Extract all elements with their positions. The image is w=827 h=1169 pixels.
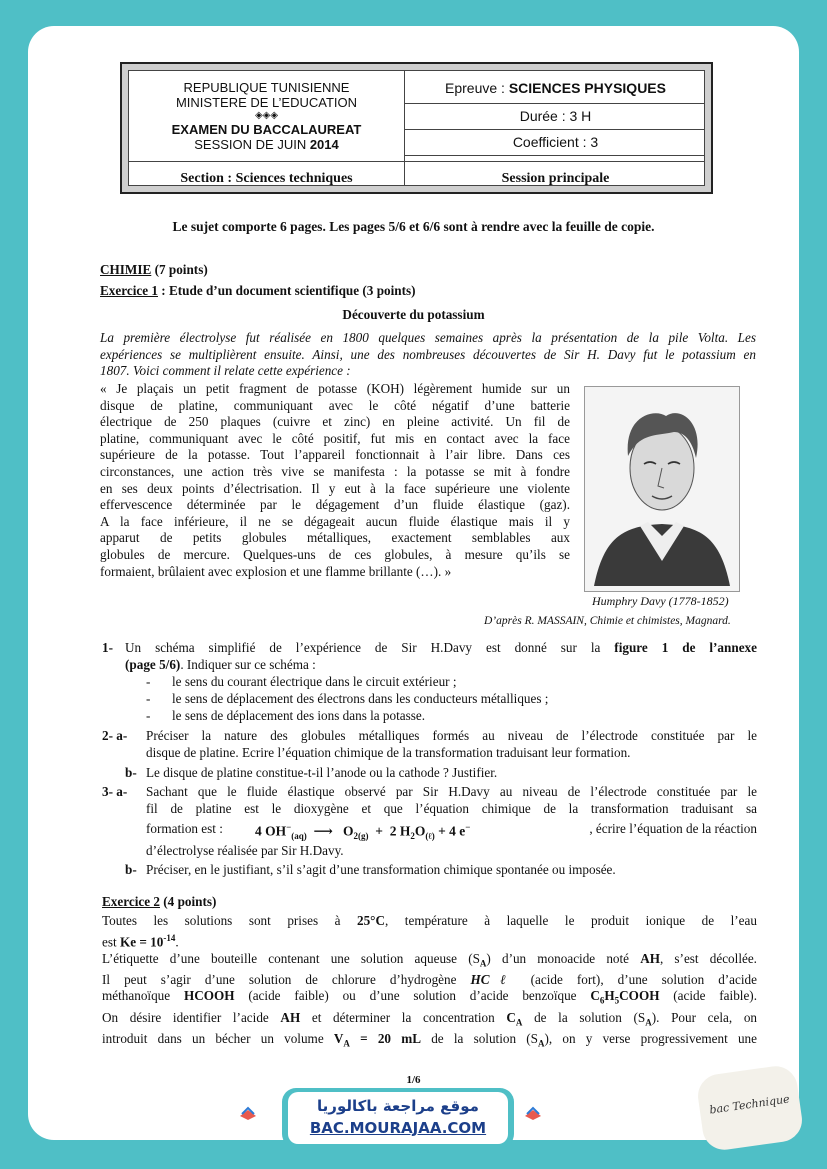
exercise1-heading: Exercice 1 : Etude d’un document scientifique (3 points) [100, 283, 416, 298]
chimie-heading: CHIMIE (7 points) [100, 262, 208, 277]
q1-number: 1- [102, 640, 113, 655]
q2a-text: Préciser la nature des globules métalliques formés au niveau de l’électrode constituée par le [146, 728, 757, 743]
q3-number: 3- a- [102, 784, 128, 799]
page-number: 1/6 [406, 1074, 421, 1086]
document-source: D’après R. MASSAIN, Chimie et chimistes, Magnard. [484, 615, 731, 627]
q3a-formula-label: formation est : [146, 821, 223, 836]
q3a-text-cont: fil de platine est le dioxygène et que l’équation chimique de la transformation traduisant sa [146, 801, 757, 816]
session-label: SESSION DE JUIN 2014 [194, 137, 339, 152]
q2a-text-cont: disque de platine. Ecrire l’équation chimique de la transformation traduisant leur formation. [146, 745, 631, 760]
exam-title: EXAMEN DU BACCALAUREAT [171, 122, 362, 137]
document-title: Découverte du potassium [342, 307, 485, 322]
site-logo-icon [517, 1098, 549, 1130]
davy-quote: « Je plaçais un petit fragment de potasse (KOH) légèrement humide sur un disque de platine, communiquant avec le côté négatif d’une batterie électrique de 250 plaques (cuivre et zinc) en pleine activité. Un fil de platine, communiquant avec le côté positif, fut mis en contact avec la face supérieure de la potasse. Tout l’appareil fonctionnait à l’air libre. Dans ces circonstances, une action très vive se manifesta : la potasse se mit à fondre en ses deux points d’électrisation. Il y eut à la face supérieure une violente effervescence déterminée par le dégagement d’un fluide élastique (gaz). A la face inférieure, il ne se dégageait aucun fluide élastique mais il y apparut de petits globules métalliques, exactement semblables aux globules de mercure. Quelques-uns de ces globules, à mesure qu’ils se formaient, brûlaient avec explosion et une flamme brillante (…). » [100, 381, 570, 579]
document-intro: La première électrolyse fut réalisée en 1800 quelques semaines après la présentation de la pile Volta. Les expériences se multiplièrent ensuite. Ainsi, une des nombreuses découvertes de Sir H. Davy fut le potassium en 1807. Voici comment il relate cette expérience : [100, 330, 756, 379]
q1-item: - [146, 674, 151, 689]
q3b-text: Préciser, en le justifiant, s’il s’agit d’une transformation chimique spontanée ou imposée. [146, 862, 616, 877]
bac-technique-logo: bac Technique [695, 1063, 805, 1152]
exam-header [120, 62, 713, 194]
oxidation-equation: 4 $OH^-_{(aq)}$ ⟶ $O_{2(g)} + 2$ $H_2O_{(\ell)} + 4$ e− [255, 822, 471, 842]
epreuve-label: Epreuve : SCIENCES PHYSIQUES [445, 80, 666, 96]
section-label: Section : Sciences techniques [180, 171, 353, 186]
q3a-text: Sachant que le fluide élastique observé par Sir H.Davy au niveau de l’électrode constituée par le [146, 784, 757, 799]
q1-item: - [146, 691, 151, 706]
republic-label: REPUBLIQUE TUNISIENNE [183, 80, 350, 95]
exercise2-text: Toutes les solutions sont prises à 25°C, température à laquelle le produit ionique de l’eau est $Ke = 10^{-14}$. L’étiquette d’une bouteille contenant une solution aqueuse $(S_A)$ d’un monoacide noté AH, s’est décollée. Il peut s’agir d’une solution de chlorure d’hydrogène HCℓ (acide fort), d’une solution d’acide méthanoïque HCOOH (acide faible) ou d’une solution d’acide benzoïque $C_6H_5COOH$ (acide faible). On désire identifier l’acide AH et déterminer la concentration $C_A$ de la solution $(S_A)$. Pour cela, on introduit dans un bécher un volume $V_A = 20$ mL de la solution $(S_A)$, on y verse progressivement une [102, 913, 758, 1049]
q2b-label: b- [125, 765, 137, 780]
q1-item-text: le sens de déplacement des ions dans la potasse. [172, 708, 426, 723]
duration-label: Durée : 3 H [519, 108, 592, 124]
ministry-label: MINISTERE DE L’EDUCATION [175, 95, 358, 110]
coefficient-label: Coefficient : 3 [512, 134, 599, 150]
portrait-caption: Humphry Davy (1778-1852) [592, 594, 729, 608]
humphry-davy-portrait [584, 386, 740, 592]
q3b-label: b- [125, 862, 137, 877]
footer-site-link[interactable]: BAC.MOURAJAA.COM [309, 1119, 487, 1137]
q1-item: - [146, 708, 151, 723]
q3a-text-last: d’électrolyse réalisée par Sir H.Davy. [146, 843, 344, 858]
q2-number: 2- a- [102, 728, 128, 743]
exercise2-heading: Exercice 2 (4 points) [102, 894, 217, 909]
q1-item-text: le sens du courant électrique dans le circuit extérieur ; [172, 674, 457, 689]
footer-arabic: موقع مراجعة باكالوريا [317, 1097, 479, 1115]
intro-note: Le sujet comporte 6 pages. Les pages 5/6 et 6/6 sont à rendre avec la feuille de copie. [172, 219, 655, 234]
q1-item-text: le sens de déplacement des électrons dans les conducteurs métalliques ; [172, 691, 549, 706]
ornament: ◈◈◈ [254, 110, 279, 121]
q2b-text: Le disque de platine constitue-t-il l’anode ou la cathode ? Justifier. [146, 765, 498, 780]
q1-text-cont: (page 5/6). Indiquer sur ce schéma : [125, 657, 316, 672]
site-logo-icon [232, 1098, 264, 1130]
session-type-label: Session principale [501, 171, 610, 186]
q1-text: Un schéma simplifié de l’expérience de Sir H.Davy est donné sur la figure 1 de l’annexe [125, 640, 757, 655]
footer-banner[interactable] [282, 1088, 514, 1148]
q3a-text-end: , écrire l’équation de la réaction [589, 821, 757, 836]
